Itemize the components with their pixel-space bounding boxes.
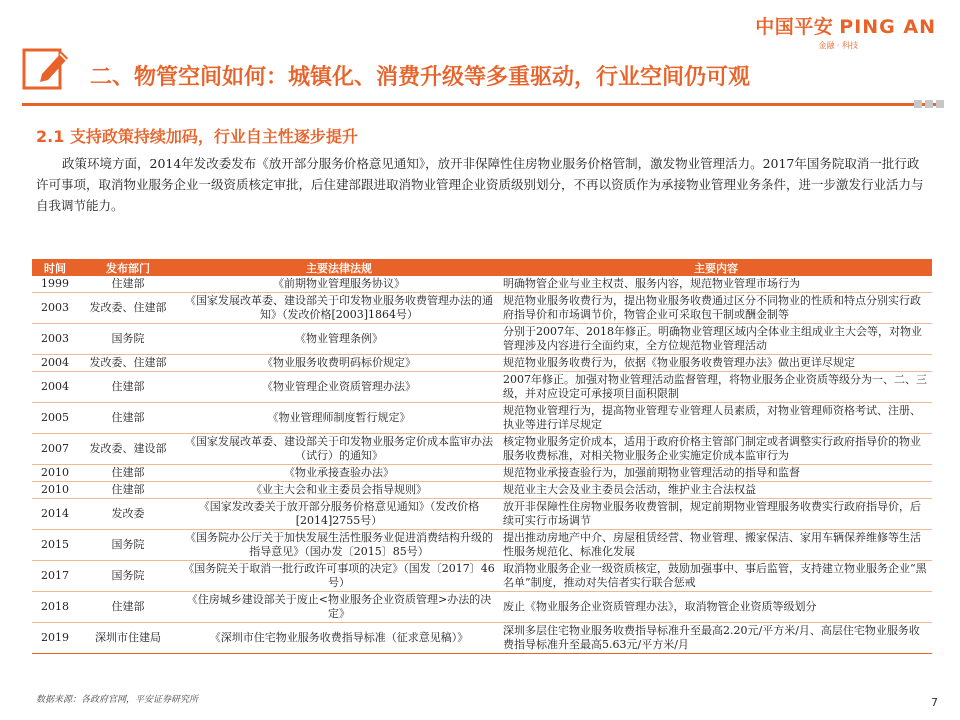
cell-year: 2014 — [32, 499, 78, 530]
brand-tagline: 金融 · 科技 — [818, 41, 858, 50]
cell-department: 发改委、建设部 — [78, 434, 178, 465]
cell-year: 2004 — [32, 372, 78, 403]
cell-regulation: 《国家发展改革委、建设部关于印发物业服务定价成本监审办法（试行）的通知》 — [178, 434, 500, 465]
cell-department: 深圳市住建局 — [78, 623, 178, 654]
table-row — [32, 482, 932, 499]
policy-table — [32, 259, 932, 654]
cell-department: 住建部 — [78, 592, 178, 623]
cell-content: 规范物业承接查验行为，加强前期物业管理活动的指导和监督 — [500, 465, 932, 482]
table-row — [32, 530, 932, 561]
cell-regulation: 《住房城乡建设部关于废止<物业服务企业资质管理>办法的决定》 — [178, 592, 500, 623]
cell-regulation: 《物业服务收费明码标价规定》 — [178, 355, 500, 372]
cell-year: 2007 — [32, 434, 78, 465]
intro-paragraph: 政策环境方面，2014年发改委发布《放开部分服务价格意见通知》，放开非保障性住房物业服务价格管制，激发物业管理活力。2017年国务院取消一批行政许可事项，取消物业服务企业一级资质核定审批，后住建部跟进取消物业管理企业资质级别划分，不再以资质作为承接物业管理业务条件，进一步激发行业活力与自我调节能力。 — [36, 156, 924, 213]
edit-pencil-icon — [22, 44, 70, 92]
cell-content: 废止《物业服务企业资质管理办法》，取消物管企业资质等级划分 — [500, 592, 932, 623]
table-row — [32, 293, 932, 324]
cell-department: 住建部 — [78, 372, 178, 403]
section-heading: 2.1 支持政策持续加码，行业自主性逐步提升 — [36, 127, 358, 146]
cell-year: 2005 — [32, 403, 78, 434]
cell-department: 住建部 — [78, 403, 178, 434]
cell-year: 2003 — [32, 324, 78, 355]
cell-regulation: 《深圳市住宅物业服务收费指导标准（征求意见稿）》 — [178, 623, 500, 654]
brand-name-cn: 中国平安 — [755, 16, 834, 38]
table-row — [32, 355, 932, 372]
cell-content: 放开非保障性住房物业服务收费管制，规定前期物业管理服务收费实行政府指导价，后续可实行市场调节 — [500, 499, 932, 530]
brand-name — [755, 12, 936, 39]
header-time: 时间 — [32, 259, 78, 276]
title-divider-dots — [914, 100, 944, 108]
table-row — [32, 561, 932, 592]
cell-year: 2018 — [32, 592, 78, 623]
cell-content: 2007年修正。加强对物业管理活动监督管理，将物业服务企业资质等级分为一、二、三级，并对应设定可承接项目面积限制 — [500, 372, 932, 403]
table-row — [32, 276, 932, 293]
cell-regulation: 《国务院办公厅关于加快发展生活性服务业促进消费结构升级的指导意见》（国办发〔2015〕85号） — [178, 530, 500, 561]
cell-content: 分别于2007年、2018年修正。明确物业管理区域内全体业主组成业主大会等，对物业管理涉及内容进行全面约束，全方位规范物业管理活动 — [500, 324, 932, 355]
table-row — [32, 465, 932, 482]
header-regulation: 主要法律法规 — [178, 259, 500, 276]
cell-year: 2015 — [32, 530, 78, 561]
cell-content: 提出推动房地产中介、房屋租赁经营、物业管理、搬家保洁、家用车辆保养维修等生活性服务规范化、标准化发展 — [500, 530, 932, 561]
cell-year: 2004 — [32, 355, 78, 372]
cell-regulation: 《物业管理企业资质管理办法》 — [178, 372, 500, 403]
cell-year: 2019 — [32, 623, 78, 654]
cell-department: 发改委 — [78, 499, 178, 530]
cell-year: 2010 — [32, 465, 78, 482]
cell-content: 深圳多层住宅物业服务收费指导标准升至最高2.20元/平方米/月、高层住宅物业服务收费指导标准升至最高5.63元/平方米/月 — [500, 623, 932, 654]
cell-year: 2017 — [32, 561, 78, 592]
table-row — [32, 623, 932, 654]
header-content: 主要内容 — [500, 259, 932, 276]
table-row — [32, 434, 932, 465]
cell-content: 取消物业服务企业一级资质核定，鼓励加强事中、事后监管，支持建立物业服务企业“黑名单”制度，推动对失信者实行联合惩戒 — [500, 561, 932, 592]
cell-year: 2003 — [32, 293, 78, 324]
cell-department: 住建部 — [78, 276, 178, 293]
cell-content: 规范物业服务收费行为，依据《物业服务收费管理办法》做出更详尽规定 — [500, 355, 932, 372]
cell-regulation: 《国家发改委关于放开部分服务价格意见通知》（发改价格[2014]2755号） — [178, 499, 500, 530]
cell-regulation: 《业主大会和业主委员会指导规则》 — [178, 482, 500, 499]
cell-content: 规范物业管理行为，提高物业管理专业管理人员素质，对物业管理师资格考试、注册、执业等进行详尽规定 — [500, 403, 932, 434]
cell-year: 1999 — [32, 276, 78, 293]
brand-logo — [755, 12, 936, 51]
cell-content: 规范物业服务收费行为，提出物业服务收费通过区分不同物业的性质和特点分别实行政府指导价和市场调节价，物管企业可采取包干制或酬金制等 — [500, 293, 932, 324]
cell-department: 国务院 — [78, 561, 178, 592]
cell-content: 明确物管企业与业主权责、服务内容，规范物业管理市场行为 — [500, 276, 932, 293]
header-department: 发布部门 — [78, 259, 178, 276]
cell-year: 2010 — [32, 482, 78, 499]
cell-regulation: 《国务院关于取消一批行政许可事项的决定》（国发〔2017〕46号） — [178, 561, 500, 592]
cell-regulation: 《前期物业管理服务协议》 — [178, 276, 500, 293]
page-title: 二、物管空间如何：城镇化、消费升级等多重驱动，行业空间仍可观 — [90, 65, 751, 90]
table-row — [32, 324, 932, 355]
table-row — [32, 499, 932, 530]
table-row — [32, 372, 932, 403]
cell-regulation: 《物业管理师制度暂行规定》 — [178, 403, 500, 434]
table-row — [32, 403, 932, 434]
cell-content: 规范业主大会及业主委员会活动，维护业主合法权益 — [500, 482, 932, 499]
data-source-note: 数据来源：各政府官网，平安证券研究所 — [36, 695, 199, 705]
table-row — [32, 592, 932, 623]
cell-department: 国务院 — [78, 324, 178, 355]
table-header-row — [32, 259, 932, 276]
cell-regulation: 《物业承接查验办法》 — [178, 465, 500, 482]
cell-department: 发改委、住建部 — [78, 355, 178, 372]
cell-regulation: 《国家发展改革委、建设部关于印发物业服务收费管理办法的通知》（发改价格[2003]1864号） — [178, 293, 500, 324]
cell-regulation: 《物业管理条例》 — [178, 324, 500, 355]
brand-name-en: PING AN — [839, 16, 936, 38]
title-divider — [22, 103, 942, 106]
cell-department: 住建部 — [78, 482, 178, 499]
cell-department: 发改委、住建部 — [78, 293, 178, 324]
page-number: 7 — [931, 696, 938, 709]
cell-content: 核定物业服务定价成本，适用于政府价格主管部门制定或者调整实行政府指导价的物业服务收费标准，对相关物业服务企业实施定价成本监审行为 — [500, 434, 932, 465]
cell-department: 国务院 — [78, 530, 178, 561]
cell-department: 住建部 — [78, 465, 178, 482]
